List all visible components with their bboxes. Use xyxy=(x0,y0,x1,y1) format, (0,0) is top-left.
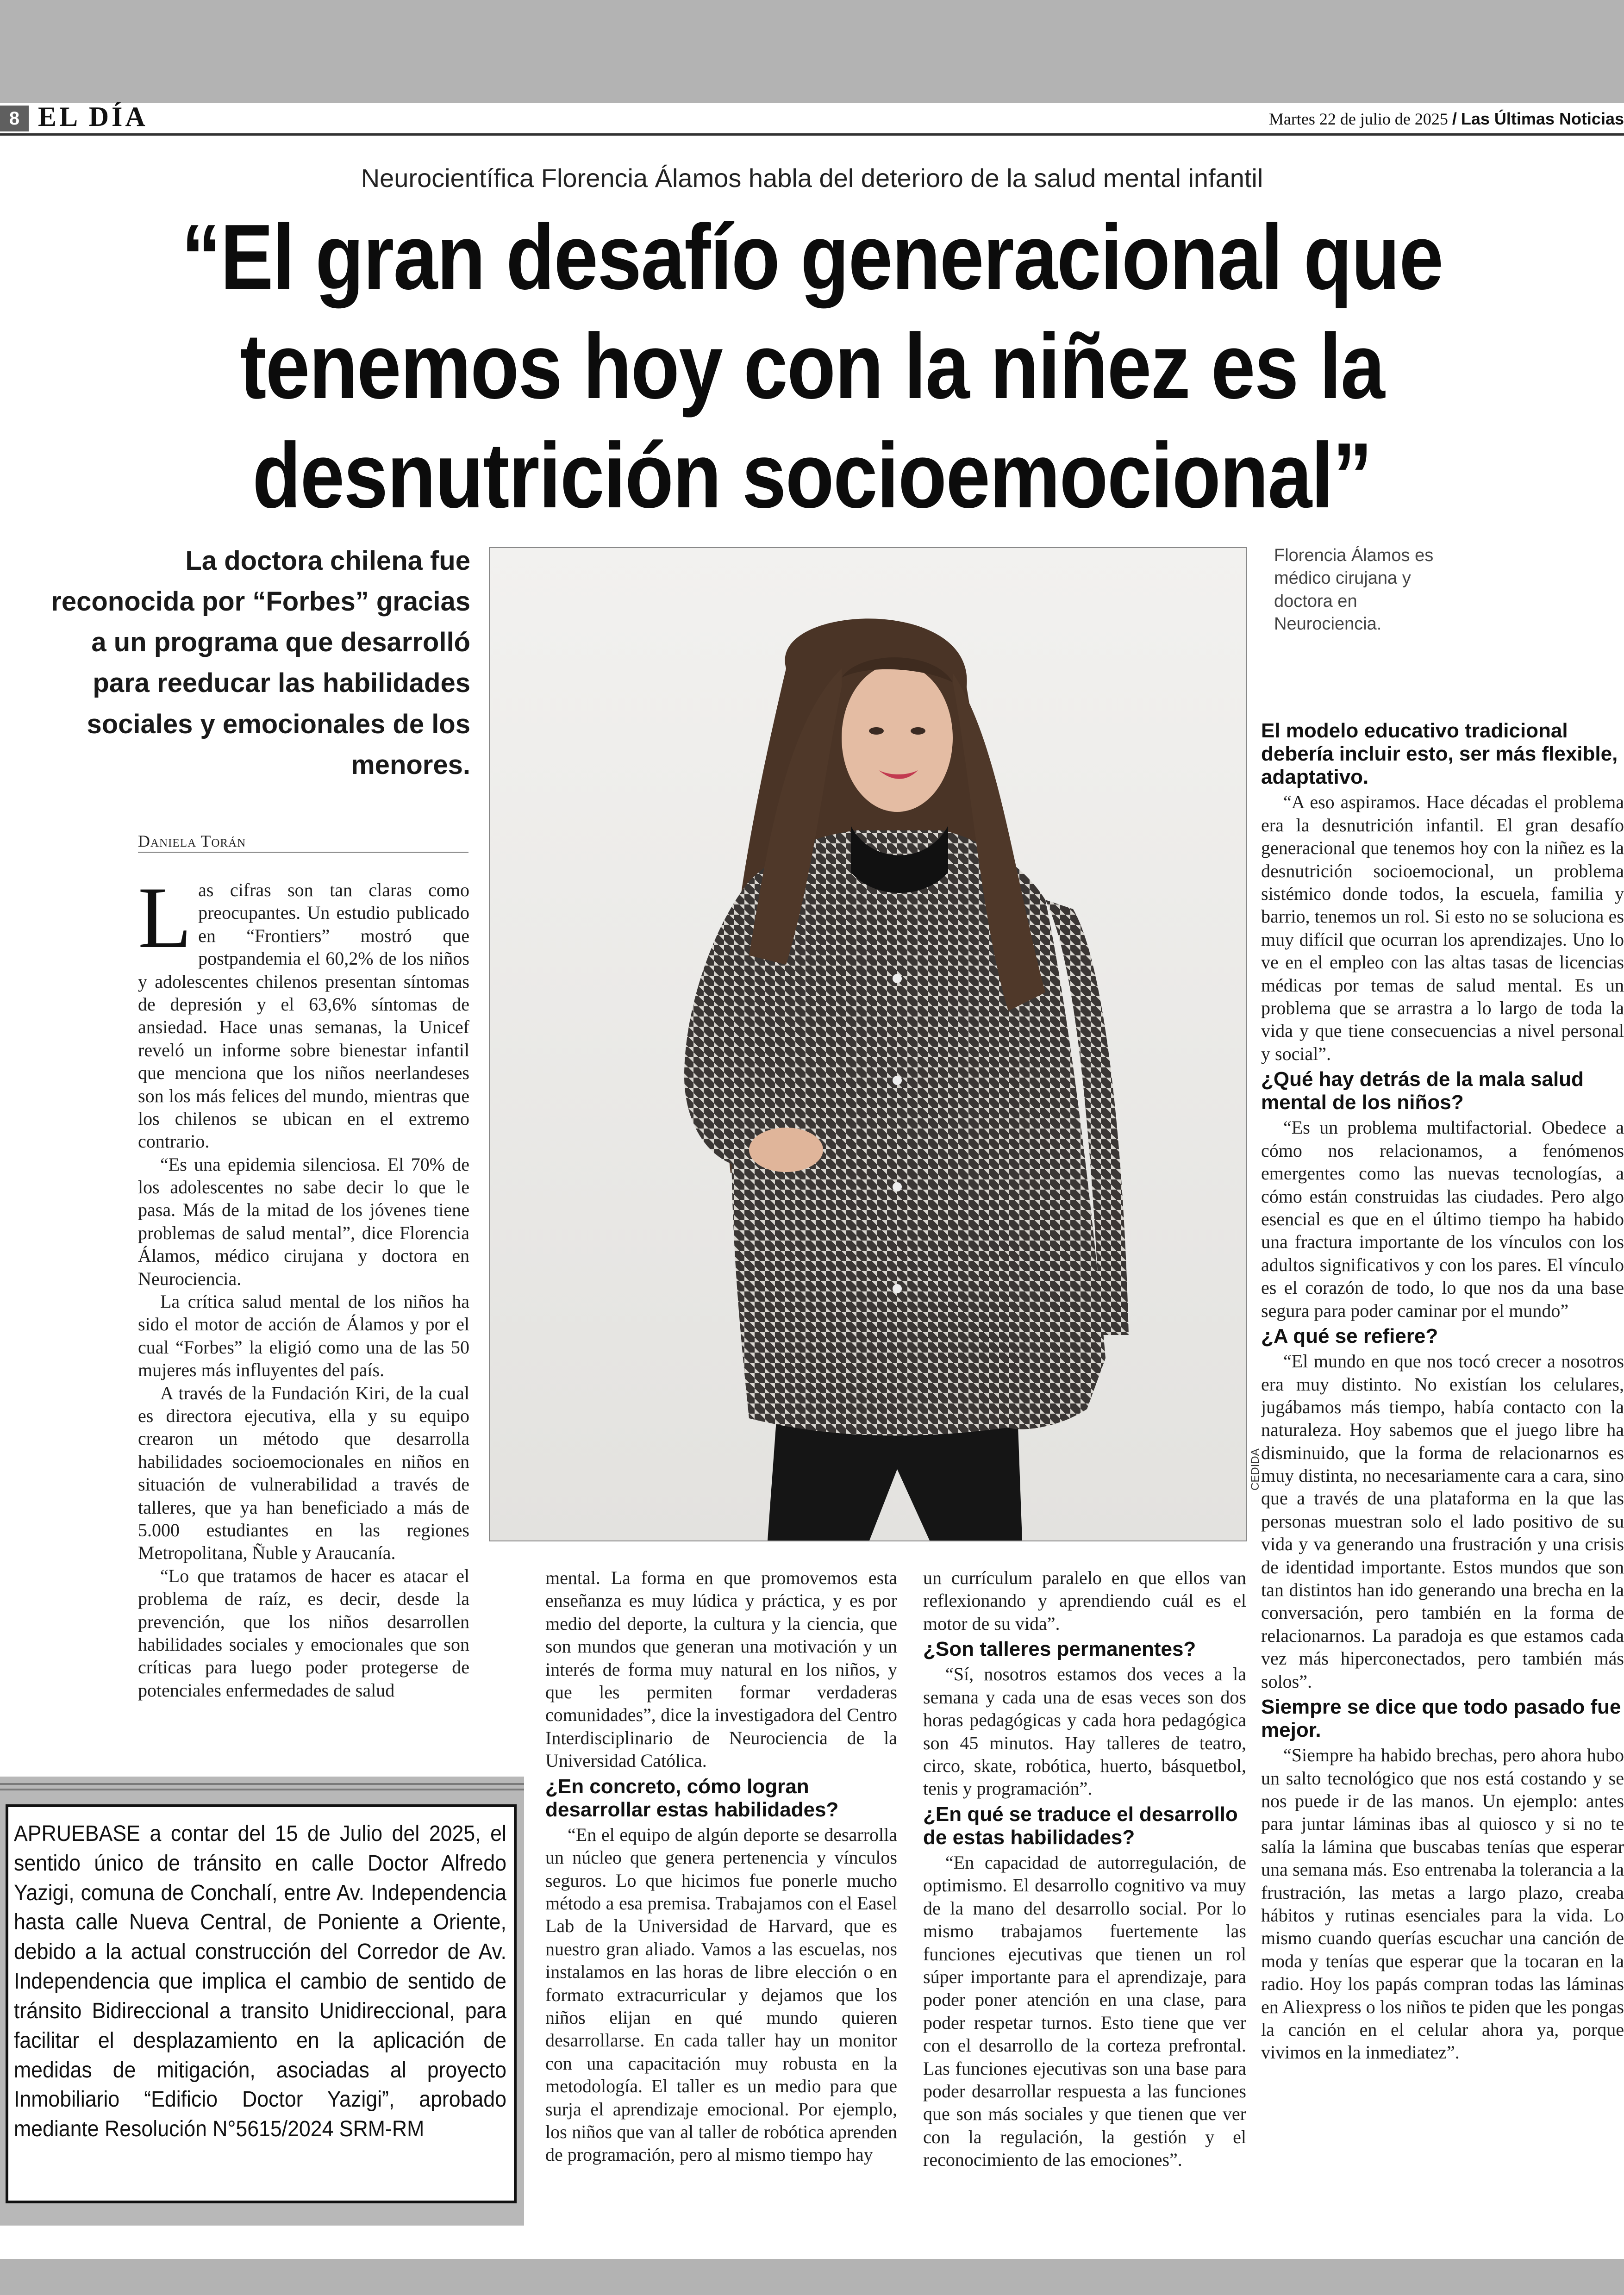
body-column-4 xyxy=(1261,717,1624,2198)
legal-notice-text: APRUEBASE a contar del 15 de Julio del 2025, el sentido único de tránsito en calle Doctor Alfredo Yazigi, comuna de Conchalí, entre Av. Independencia hasta calle Nueva Central, de Poniente a Oriente, debido a la actual construcción del Corredor de Av. Independencia que implica el cambio de sentido de tránsito Bidireccional a transito Unidireccional, para facilitar el desplazamiento en la aplicación de medidas de mitigación, asociadas al proyecto Inmobiliario “Edificio Doctor Yazigi”, aprobado mediante Resolución N°5615/2024 SRM-RM xyxy=(14,1821,506,2142)
interview-answer: “En el equipo de algún deporte se desarrolla un núcleo que genera pertenencia y vínculos seguros. Lo que hicimos fue ponerle mucho método a esa premisa. Trabajamos con el Easel Lab de la Universidad de Harvard, que es nuestro gran aliado. Vamos a las escuelas, nos instalamos en las horas de libre elección o en formato extracurricular y dejamos que los niños elijan en qué mundo quieren desarrollarse. En cada taller hay un monitor con una capacitación muy robusta en la metodología. El taller es un medio para que surja el aprendizaje emocional. Por ejemplo, los niños que van al taller de robótica aprenden de programación, pero al mismo tiempo hay xyxy=(545,1824,897,2165)
header-separator: / xyxy=(1452,109,1457,128)
interview-question: ¿Son talleres permanentes? xyxy=(923,1638,1196,1661)
headline-line: tenemos hoy con la niñez es la xyxy=(240,315,1384,418)
notice-rule xyxy=(0,1783,524,1785)
byline-rule xyxy=(138,852,468,853)
interview-answer: “A eso aspiramos. Hace décadas el problema era la desnutrición infantil. El gran desafío generacional que tenemos hoy con la niñez es la desnutrición socioemocional, un problema sistémico donde todos, la escuela, familia y barrio, tenemos un rol. Si esto no se soluciona es muy difícil que ocurran los aprendizajes. Uno lo ve en el empleo con las altas tasas de licencias médicas por temas de salud mental. Es un problema que se arrastra a lo largo de toda la vida y que tiene consecuencias a nivel personal y social”. xyxy=(1261,792,1624,1064)
bottom-margin-band xyxy=(0,2259,1624,2295)
interview-question: ¿A qué se refiere? xyxy=(1261,1324,1438,1347)
portrait-illustration xyxy=(490,548,1246,1540)
body-paragraph xyxy=(138,879,469,1153)
notice-rule xyxy=(0,1789,524,1790)
interview-answer: “El mundo en que nos tocó crecer a nosotros era muy distinto. No existían los celulares, jugábamos más tiempo, había contacto con la naturaleza. Hoy sabemos que el juego libre ha disminuido, que la forma de relacionarnos es muy distinta, no necesariamente cara a cara, sino que a través de una plataforma en la que las personas muestran solo el lado positivo de su vida y va generando una frustración y una crisis de identidad importante. Estos mundos que son tan distintos han ido generando una brecha en la conversación, pero también en la forma de relacionarnos. La paradoja es que estamos cada vez más hiperconectados, pero también más solos”. xyxy=(1261,1351,1624,1692)
interview-answer: “Es un problema multifactorial. Obedece a cómo nos relacionamos, a fenómenos emergentes como las nuevas tecnologías, a cómo están construidas las ciudades. Pero algo esencial es que en el último tiempo ha habido una fractura importante de los vínculos con los adultos significativos y con los pares. El vínculo es el corazón de todo, lo que nos da una base segura para poder caminar por el mundo” xyxy=(1261,1117,1624,1321)
interview-answer: “Siempre ha habido brechas, pero ahora hubo un salto tecnológico que nos está costando y se nos puede ir de las manos. Un ejemplo: antes para juntar láminas ibas al quiosco y si no te salía la lámina que buscabas tenías que esperar una semana más. Eso entrenaba la tolerancia a la frustración, las metas a largo plazo, creaba hábitos y rutinas esenciales para la vida. Lo mismo cuando querías escuchar una canción de moda y tenías que esperar que la tocaran en la radio. Hoy los papás compran todas las láminas en Aliexpress o los niños te piden que les pongas la canción en el celular ahora ya, porque vivimos en la inmediatez”. xyxy=(1261,1745,1624,2063)
interview-question: ¿En qué se traduce el desarrollo de estas habilidades? xyxy=(923,1802,1238,1849)
header-date-line xyxy=(1269,109,1624,129)
section-title: EL DÍA xyxy=(38,101,148,132)
newspaper-name: Las Últimas Noticias xyxy=(1461,109,1624,128)
body-column-3 xyxy=(923,1566,1246,2196)
body-paragraph: “Es una epidemia silenciosa. El 70% de los adolescentes no sabe decir lo que le pasa. Más de la mitad de los jóvenes tiene problemas de salud mental”, dice Florencia Álamos, médico cirujana y doctora en Neurociencia. xyxy=(138,1154,469,1289)
header-rule xyxy=(0,133,1624,136)
body-paragraph: La crítica salud mental de los niños ha sido el motor de acción de Álamos y por el cual “Forbes” la eligió como una de las 50 mujeres más influyentes del país. xyxy=(138,1291,469,1381)
headline-line: “El gran desafío generacional que xyxy=(181,206,1443,309)
photo-caption: Florencia Álamos es médico cirujana y doctora en Neurociencia. xyxy=(1274,546,1434,634)
drop-cap: L xyxy=(138,879,192,967)
interview-answer: “En capacidad de autorregulación, de optimismo. El desarrollo cognitivo va muy de la mano del desarrollo social. Por lo mismo trabajamos fuertemente las funciones ejecutivas que tienen un rol súper importante para el aprendizaje, para poder poner atención en una clase, para poder respetar turnos. Esto tiene que ver con el desarrollo de la corteza prefrontal. Las funciones ejecutivas son una base para poder desarrollar respuesta a las funciones que son más sociales y que tienen que ver con la regulación, la gestión y el reconocimiento de las emociones”. xyxy=(923,1852,1246,2170)
interview-answer: “Sí, nosotros estamos dos veces a la semana y cada una de esas veces son dos horas pedagógicas y cada hora pedagógica son 45 minutos. Hay talleres de teatro, circo, skate, robótica, huerto, básquetbol, tenis y programación”. xyxy=(923,1664,1246,1799)
body-paragraph: “Lo que tratamos de hacer es atacar el problema de raíz, es decir, desde la prevención, que los niños desarrollen habilidades sociales y emocionales que son críticas para luego poder protegerse de potenciales enfermedades de salud xyxy=(138,1565,469,1701)
interview-question: Siempre se dice que todo pasado fue mejor. xyxy=(1261,1696,1621,1742)
photo-credit: CEDIDA xyxy=(1249,1448,1262,1491)
body-paragraph: un currículum paralelo en que ellos van reflexionando y aprendiendo cuál es el motor de su vida”. xyxy=(923,1567,1246,1634)
page-number: 8 xyxy=(0,106,29,131)
top-margin-band xyxy=(0,0,1624,103)
article-kicker: Neurocientífica Florencia Álamos habla del deterioro de la salud mental infantil xyxy=(361,163,1263,193)
interview-question: ¿En concreto, cómo logran desarrollar estas habilidades? xyxy=(545,1775,839,1821)
portrait-photo xyxy=(489,547,1247,1541)
header-date: Martes 22 de julio de 2025 xyxy=(1268,110,1448,128)
body-column-1 xyxy=(138,879,469,1740)
headline-line: desnutrición socioemocional” xyxy=(252,424,1372,527)
body-paragraph: A través de la Fundación Kiri, de la cual es directora ejecutiva, ella y su equipo crearon un método que desarrolla habilidades socioemocionales en niños en situación de vulnerabilidad a través de talleres, que ya han beneficiado a más de 5.000 estudiantes en las regiones Metropolitana, Ñuble y Araucanía. xyxy=(138,1382,469,1564)
article-headline xyxy=(177,203,1447,530)
body-paragraph: mental. La forma en que promovemos esta enseñanza es muy lúdica y práctica, y es por medio del deporte, la cultura y la ciencia, que son mundos que generan una motivación y un interés de forma muy natural en los niños, y que les permiten formar verdaderas comunidades”, dice la investigadora del Centro Interdisciplinario de Neurociencia de la Universidad Católica. xyxy=(545,1567,897,1771)
interview-question: ¿Qué hay detrás de la mala salud mental de los niños? xyxy=(1261,1068,1584,1114)
body-column-2 xyxy=(545,1566,897,2196)
byline: Daniela Torán xyxy=(138,832,246,850)
article-deck: La doctora chilena fue reconocida por “Forbes” gracias a un programa que desarrolló para reeducar las habilidades sociales y emocionales de los menores. xyxy=(51,546,470,780)
interview-question: El modelo educativo tradicional debería incluir esto, ser más flexible, adaptativo. xyxy=(1261,719,1618,789)
paragraph-text: as cifras son tan claras como preocupantes. Un estudio publicado en “Frontiers” mostró que postpandemia el 60,2% de los niños y adolescentes chilenos presentan síntomas de depresión y el 63,6% síntomas de ansiedad. Hace unas semanas, la Unicef reveló un informe sobre bienestar infantil que menciona que los niños neerlandeses son los más felices del mundo, mientras que los chilenos se ubican en el extremo contrario. xyxy=(138,879,469,1152)
